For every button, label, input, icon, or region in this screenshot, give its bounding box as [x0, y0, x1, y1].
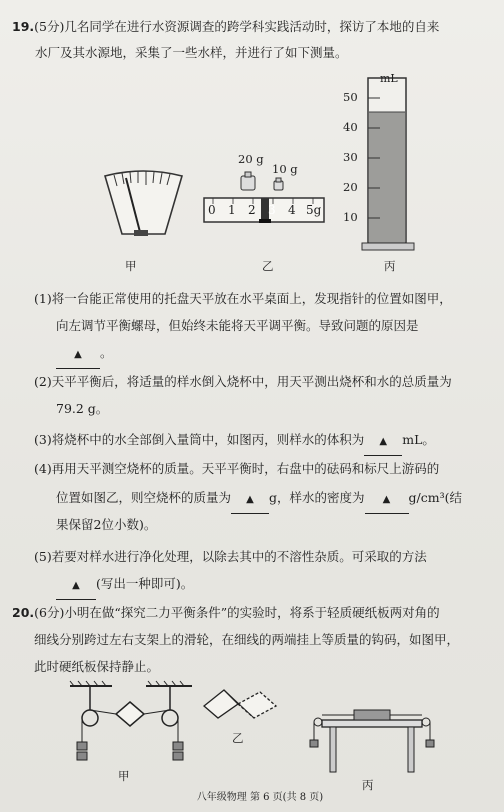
- q20-number: 20.: [12, 605, 35, 620]
- answer-blank-3[interactable]: ▲: [231, 486, 269, 514]
- q19-part2-line2: 79.2 g。: [56, 401, 109, 416]
- page-footer: 八年级物理 第 6 页(共 8 页): [196, 792, 324, 803]
- q19-part3-line1: [34, 426, 435, 456]
- tick-2: 2: [248, 203, 256, 217]
- cyl-tick-20: 20: [343, 180, 358, 194]
- figure-20-jia-label: 甲: [118, 769, 130, 783]
- cyl-tick-30: 30: [343, 150, 358, 164]
- weight-10g-label: 10 g: [272, 162, 298, 176]
- figure-bing-cylinder: [360, 68, 420, 258]
- cyl-tick-50: 50: [343, 90, 358, 104]
- q19-part3-tail: mL。: [402, 432, 435, 447]
- q20-stem-line3: 此时硬纸板保持静止。: [34, 659, 160, 674]
- figure-20-yi-card: [200, 684, 280, 724]
- tick-5g: 5g: [306, 203, 322, 217]
- q19-part5-line2: [56, 570, 193, 600]
- q19-stem-line1: [12, 14, 502, 40]
- q19-stem-line2: 水厂及其水源地，采集了一些水样，并进行了如下测量。: [35, 45, 348, 60]
- q19-stem-text1: 几名同学在进行水资源调查的跨学科实践活动时，探访了本地的自来: [64, 19, 440, 34]
- tick-1: 1: [228, 203, 236, 217]
- q19-part1-line1: (1)将一台能正常使用的托盘天平放在水平桌面上，发现指针的位置如图甲，: [34, 291, 452, 306]
- q19-part1-tail: 。: [100, 345, 113, 360]
- q19-part4-line2: [56, 484, 462, 514]
- rider-scale-tick-labels: [206, 203, 326, 219]
- answer-blank-4[interactable]: ▲: [365, 486, 409, 514]
- q19-part4-head: 位置如图乙，则空烧杯的质量为: [56, 490, 232, 505]
- answer-blank-1[interactable]: ▲: [56, 341, 100, 369]
- q19-part4-line1: (4)再用天平测空烧杯的质量。天平平衡时，右盘中的砝码和标尺上游码的: [34, 461, 440, 476]
- q19-part3-head: (3)将烧杯中的水全部倒入量筒中，如图丙，则样水的体积为: [34, 432, 365, 447]
- q20-points: (6分): [34, 605, 65, 620]
- q19-part4-line3: 果保留2位小数)。: [56, 517, 157, 532]
- q19-part5-tail: (写出一种即可)。: [96, 576, 194, 591]
- tick-0: 0: [208, 203, 216, 217]
- figure-yi-label: 乙: [262, 259, 274, 273]
- figure-20-bing-table: [308, 700, 438, 775]
- q19-part4-mid: g，样水的密度为: [269, 490, 365, 505]
- figure-20-bing-label: 丙: [362, 778, 374, 792]
- q19-part4-tail: g/cm³(结: [408, 490, 462, 505]
- cylinder-unit: mL: [380, 72, 398, 85]
- q19-part1-line2: 向左调节平衡螺母，但始终未能将天平调平衡。导致问题的原因是: [56, 318, 419, 333]
- figure-bing-label: 丙: [384, 259, 396, 273]
- figure-20-yi-label: 乙: [232, 731, 244, 745]
- figure-20-jia-pulleys: [66, 680, 206, 780]
- answer-blank-2[interactable]: ▲: [364, 428, 402, 456]
- q19-part2-line1: (2)天平平衡后，将适量的样水倒入烧杯中，用天平测出烧杯和水的总质量为: [34, 374, 452, 389]
- q19-number: 19.: [12, 19, 35, 34]
- q20-stem-text1: 小明在做“探究二力平衡条件”的实验时，将系于轻质硬纸板两对角的: [64, 605, 440, 620]
- q19-part1-line3: [56, 339, 113, 369]
- cyl-tick-10: 10: [343, 210, 358, 224]
- weight-20g-label: 20 g: [238, 152, 264, 166]
- answer-blank-5[interactable]: ▲: [56, 572, 96, 600]
- figure-jia-label: 甲: [125, 259, 137, 273]
- cyl-tick-40: 40: [343, 120, 358, 134]
- q19-part5-line1: (5)若要对样水进行净化处理，以除去其中的不溶性杂质。可采取的方法: [34, 549, 427, 564]
- q20-stem-line2: 细线分别跨过左右支架上的滑轮，在细线的两端挂上等质量的钩码，如图甲，: [34, 632, 460, 647]
- q20-stem-line1: [12, 600, 502, 626]
- figure-jia-pointer-scale: [100, 166, 190, 246]
- tick-3: 3: [268, 203, 276, 217]
- tick-4: 4: [288, 203, 296, 217]
- q19-points: (5分): [34, 19, 65, 34]
